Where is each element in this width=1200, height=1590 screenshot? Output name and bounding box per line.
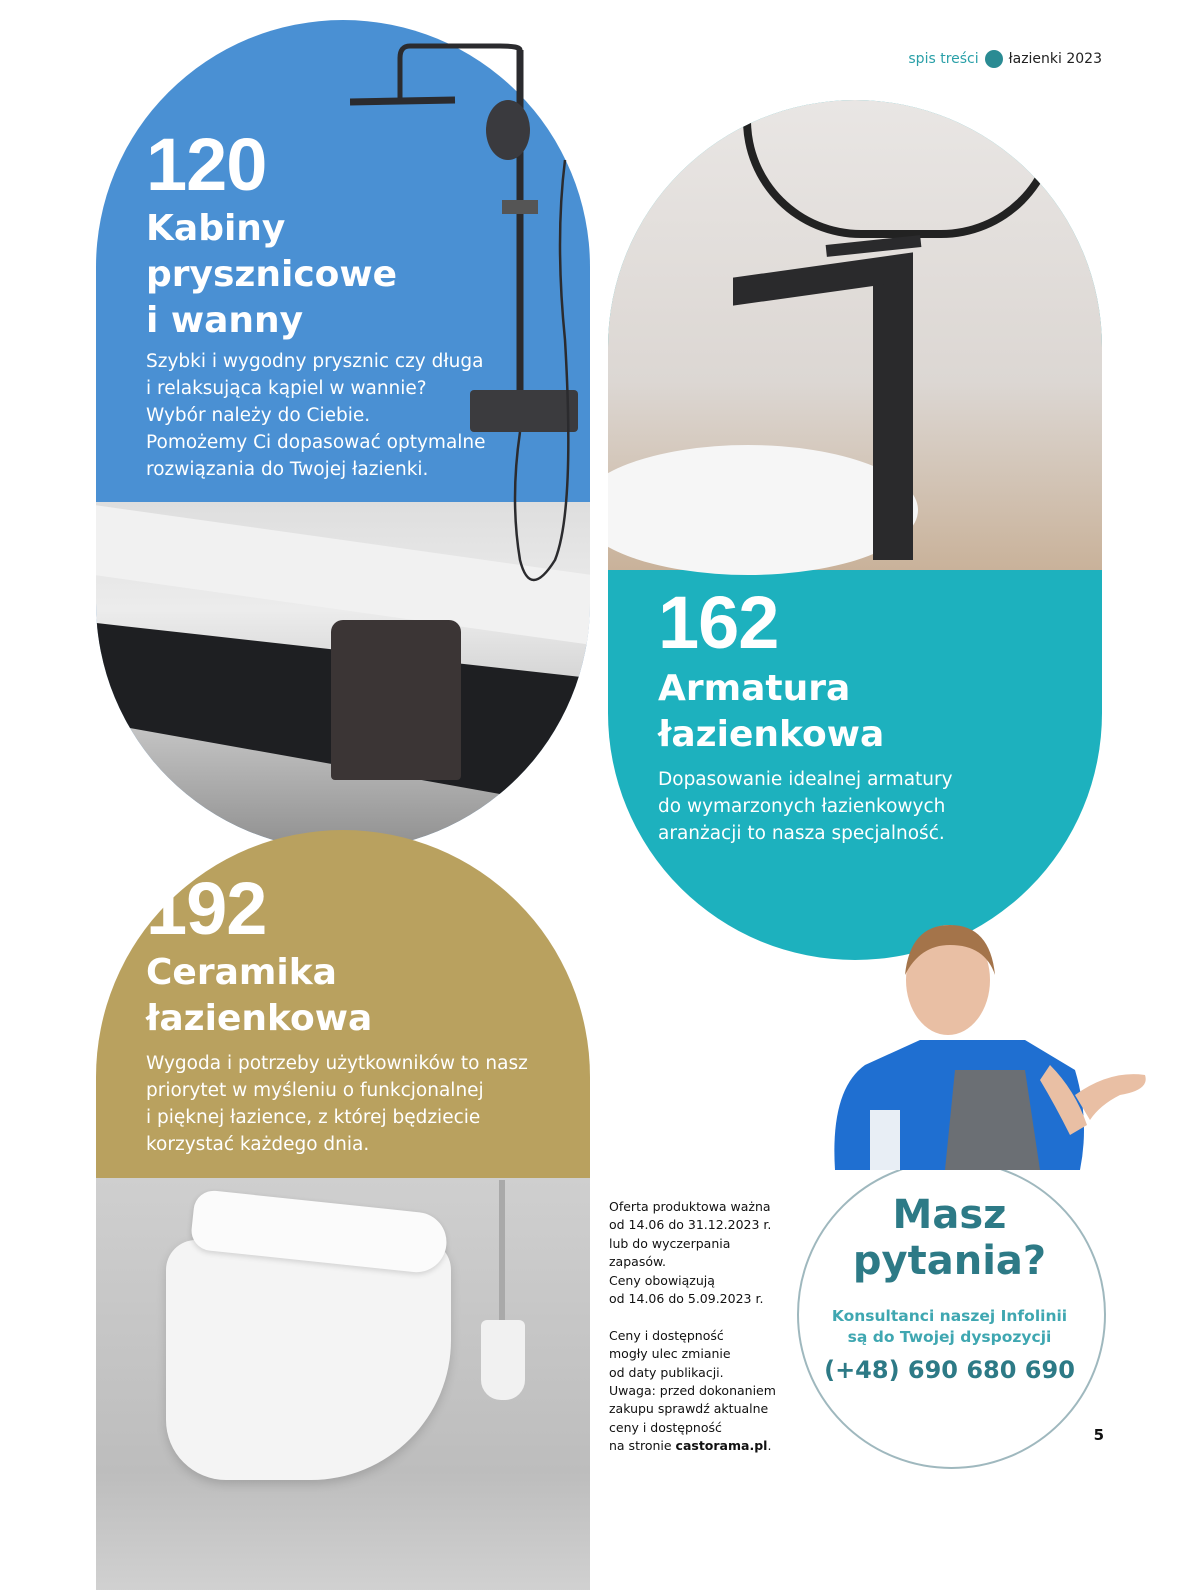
offer-line: lub do wyczerpania [609,1235,731,1251]
title-line: Kabiny [146,208,286,249]
desc-line: Wybór należy do Ciebie. [146,405,371,426]
offer-line: Ceny i dostępność [609,1327,724,1343]
contact-subtext-line: są do Twojej dyspozycji [847,1328,1052,1346]
offer-line-prefix: na stronie [609,1438,676,1454]
issue-title: łazienki 2023 [1008,51,1102,67]
section-title [146,206,397,344]
section-page-number[interactable]: 120 [146,123,267,206]
castorama-link[interactable]: castorama.pl [675,1438,768,1454]
toc-link[interactable]: spis treści [908,51,979,67]
section-page-number[interactable]: 192 [146,867,267,950]
toilet-brush-holder [481,1320,525,1400]
desc-line: priorytet w myśleniu o funkcjonalnej [146,1080,484,1101]
towel-image [331,620,461,780]
section-description [658,766,953,847]
offer-line-suffix: . [767,1438,772,1454]
contact-heading-line: pytania? [852,1238,1047,1284]
desc-line: Szybki i wygodny prysznic czy długa [146,351,484,372]
offer-line: mogły ulec zmianie [609,1346,731,1362]
offer-line: od daty publikacji. [609,1364,724,1380]
offer-line: zakupu sprawdź aktualne [609,1401,769,1417]
desc-line: do wymarzonych łazienkowych [658,796,946,817]
title-line: Ceramika [146,952,337,993]
desc-line: i relaksująca kąpiel w wannie? [146,378,427,399]
offer-line: ceny i dostępność [609,1419,722,1435]
offer-line: Oferta produktowa ważna [609,1199,771,1214]
desc-line: aranżacji to nasza specjalność. [658,823,945,844]
section-title [146,950,372,1042]
title-line: Armatura [658,668,851,709]
page-number: 5 [1093,1426,1104,1444]
desc-line: Pomożemy Ci dopasować optymalne [146,432,486,453]
faucet-stem [873,260,913,560]
hotline-phone[interactable]: (+48) 690 680 690 [824,1356,1075,1384]
desc-line: korzystać każdego dnia. [146,1134,370,1155]
page-header [908,50,1102,68]
desc-line: Wygoda i potrzeby użytkowników to nasz [146,1053,528,1074]
title-line: prysznicowe [146,254,398,295]
consultant-photo [825,920,1155,1180]
title-line: łazienkowa [146,998,373,1039]
toilet-brush-rod [499,1180,505,1340]
dot-icon [985,50,1003,68]
contact-heading-line: Masz [892,1192,1007,1238]
desc-line: rozwiązania do Twojej łazienki. [146,459,429,480]
contact-heading [797,1192,1102,1284]
section-description [146,348,486,483]
title-line: i wanny [146,300,304,341]
contact-subtext [797,1306,1102,1348]
section-title [658,666,884,758]
offer-spacer [609,1308,799,1326]
desc-line: Dopasowanie idealnej armatury [658,769,953,790]
offer-line: od 14.06 do 5.09.2023 r. [609,1291,764,1307]
offer-line: Uwaga: przed dokonaniem [609,1383,776,1399]
section-description [146,1050,528,1158]
offer-line: od 14.06 do 31.12.2023 r. [609,1217,772,1233]
offer-line: zapasów. [609,1254,667,1270]
title-line: łazienkowa [658,714,885,755]
contact-subtext-line: Konsultanci naszej Infolinii [831,1307,1068,1325]
offer-note [609,1198,799,1456]
offer-line: Ceny obowiązują [609,1272,715,1288]
offer-line [609,1437,799,1455]
section-page-number[interactable]: 162 [658,581,779,664]
desc-line: i pięknej łazience, z której będziecie [146,1107,481,1128]
